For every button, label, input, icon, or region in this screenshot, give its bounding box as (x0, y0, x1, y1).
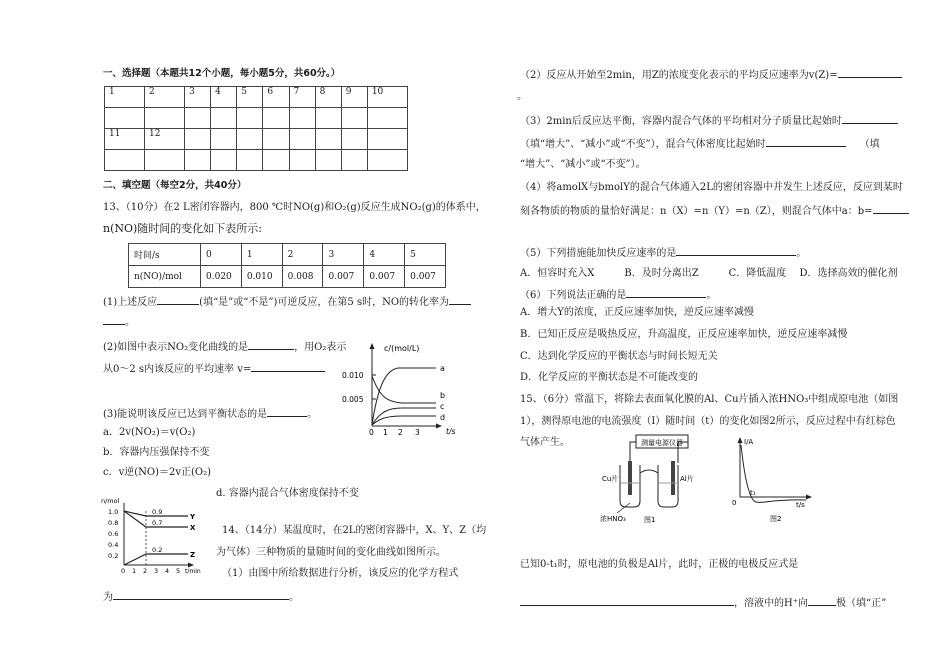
section2-heading: 二、填空题（每空2分，共40分） (103, 180, 247, 191)
q14-graph-xlabel: t/min (185, 568, 201, 575)
q13-p1c: 。 (125, 317, 135, 328)
q15-figure1-galvanic-cell (600, 433, 708, 525)
r3a: （3）2min后反应达平衡，容器内混合气体的平均相对分子质量比起始时 (520, 116, 842, 127)
q13-part1-cont (103, 314, 135, 329)
answer-cell-6: 6 (263, 87, 289, 108)
q13-p2c: 从0～2 s内该反应的平均速率 v= (103, 364, 252, 375)
q15-last-line2 (520, 595, 886, 610)
q14-blank-molar-mass[interactable] (842, 113, 898, 124)
q14-part3-line2 (520, 136, 880, 151)
q13-blank-reversible[interactable] (157, 294, 199, 305)
q14-graph-xtick-2: 2 (143, 567, 148, 575)
q14-graph-ytick-5: 0.2 (108, 552, 119, 560)
q13-graph-ytick-1: 0.010 (342, 371, 364, 380)
r5b: 。 (796, 248, 807, 259)
q14-value-07: 0.7 (152, 519, 163, 527)
q14-curve-z (124, 554, 188, 565)
q14-graph-ytick-1: 1.0 (108, 508, 119, 516)
q13-concentration-graph (338, 340, 460, 440)
q13-p3: (3)能说明该反应已达到平衡状态的是 (103, 409, 268, 420)
q15-last-line1: 已知0-t₁时，原电池的负极是Al片，此时，正极的电极反应式是 (520, 559, 799, 570)
q13-th-1: 0 (201, 244, 242, 266)
q14-graph-ytick-2: 0.8 (108, 519, 119, 527)
fig1-cu-label: Cu片 (602, 475, 619, 483)
q14-line2: 为气体）三种物质的量随时间的变化曲线如图所示。 (216, 547, 446, 558)
answer-grid (104, 86, 408, 171)
fig2-xlabel: t/s (796, 501, 805, 509)
r5-options: A．恒容时充入X B．及时分离出Z C．降低温度 D．选择高效的催化剂 (520, 268, 898, 279)
q13-p1b: (填“是”或“不是”)可逆反应，在第5 s时，NO的转化率为 (199, 297, 450, 308)
r3c: （填 (859, 139, 880, 150)
q13-option-c: c．v逆(NO)＝2v正(O₂) (103, 467, 212, 478)
q15-figure2-current-graph (728, 433, 820, 525)
q14-blank-speedup[interactable] (676, 245, 796, 256)
last2b: 极（填“正” (836, 598, 887, 609)
answer-cell-2: 2 (145, 87, 185, 108)
answer-cell-7: 7 (289, 87, 315, 108)
q14-label-y: Y (190, 513, 196, 521)
r6b: 。 (706, 290, 717, 301)
q14-part2 (520, 67, 902, 82)
q13-curve-b (372, 376, 436, 403)
answer-cell-4: 4 (211, 87, 237, 108)
fig2-t1: t₁ (750, 489, 756, 497)
r5a: （5）下列措施能加快反应速率的是 (520, 248, 677, 259)
q14-blank-ratio[interactable] (873, 203, 909, 214)
fig1-instrument-label: 测量电源仪器 (641, 439, 683, 447)
fig1-caption: 图1 (644, 516, 656, 524)
r2b: 。 (517, 91, 527, 102)
r4a: （4）将amolX与bmolY的混合气体通入2L的密闭容器中并发生上述反应，反应到某时 (520, 182, 903, 193)
answer-cell-8: 8 (315, 87, 341, 108)
q15-line1: 15、（6分）常温下，将除去表面氧化膜的Al、Cu片插入浓HNO₃中组成原电池（如图 (520, 394, 899, 405)
q14-line3: （1）由图中所给数据进行分析，该反应的化学方程式 (222, 568, 459, 579)
q13-blank-rate[interactable] (251, 361, 325, 372)
cu-electrode (628, 461, 632, 495)
q14-graph-xtick-5: 5 (176, 567, 181, 575)
q13-p3end: 。 (307, 409, 318, 420)
last2a: ，溶液中的H⁺向 (734, 598, 808, 609)
q13-part1 (103, 294, 471, 309)
q13-graph-xtick-1: 1 (383, 428, 388, 437)
q14-blank-density[interactable] (766, 136, 846, 147)
fig1-acid-label: 浓HNO₃ (600, 515, 626, 523)
r2a: （2）反应从开始至2min，用Z的浓度变化表示的平均反应速率为v(Z)= (520, 70, 838, 81)
q13-curve-label-d: d (440, 413, 446, 422)
q14-part3 (520, 113, 898, 128)
q14-part5 (520, 245, 806, 260)
q14-blank-correct[interactable] (626, 287, 706, 298)
r6-option-a: A．增大Y的浓度，正反应速率加快，逆反应速率减慢 (520, 307, 754, 318)
al-electrode (671, 461, 675, 495)
q13-td-4: 0.007 (323, 266, 364, 288)
q14-line1: 14、（14分）某温度时，在2L的密闭容器中，X、Y、Z（均 (222, 525, 487, 536)
fig2-ylabel: I/A (744, 438, 754, 446)
q13-curve-label-a: a (440, 364, 445, 373)
q13-td-0: n(NO)/mol (129, 266, 201, 288)
q15-line2: 1），测得原电池的电流强度（I）随时间（t）的变化如图2所示，反应过程中有红棕色 (520, 416, 896, 427)
q13-option-b: b．容器内压强保持不变 (103, 447, 210, 458)
q13-th-0: 时间/s (129, 244, 201, 266)
q13-th-6: 5 (405, 244, 446, 266)
q14-graph-xtick-1: 1 (132, 567, 137, 575)
answer-cell-3: 3 (185, 87, 211, 108)
q13-graph-xtick-2: 2 (398, 428, 403, 437)
q13-option-a: a．2v(NO₂)＝v(O₂) (103, 427, 196, 438)
fig2-origin: 0 (732, 499, 737, 507)
section1-heading: 一、选择题（本题共12个小题，每小题5分，共60分。） (103, 68, 341, 79)
r6-option-b: B．已知正反应是吸热反应，升高温度，正反应速率加快，逆反应速率减慢 (520, 329, 848, 340)
q14-label-z: Z (190, 551, 196, 559)
q14-moles-graph (100, 495, 212, 575)
answer-cell-11: 11 (105, 129, 145, 150)
r6a: （6）下列说法正确的是 (520, 290, 627, 301)
q14-blank-equation[interactable] (113, 589, 289, 600)
q14-line4b: 。 (289, 592, 299, 603)
q13-curve-label-b: b (440, 391, 446, 400)
q13-line2: n(NO)随时间的变化如下表所示: (103, 222, 263, 235)
q13-graph-ytick-2: 0.005 (342, 395, 364, 404)
q13-curve-label-c: c (440, 402, 445, 411)
r6-option-c: C．达到化学反应的平衡状态与时间长短无关 (520, 351, 718, 362)
answer-cell-12: 12 (145, 129, 185, 150)
q13-td-2: 0.010 (241, 266, 282, 288)
answer-cell-1: 1 (105, 87, 145, 108)
q13-td-3: 0.008 (282, 266, 323, 288)
q14-graph-xtick-0: 0 (121, 567, 126, 575)
q14-part6 (520, 287, 716, 302)
q13-td-5: 0.007 (364, 266, 405, 288)
q14-line4 (103, 589, 299, 604)
q14-value-09: 0.9 (152, 508, 163, 516)
q13-curve-d (372, 416, 436, 425)
answer-cell-9: 9 (341, 87, 367, 108)
answer-cell-10: 10 (367, 87, 407, 108)
q13-graph-xlabel: t/s (446, 427, 456, 436)
fig1-al-label: Al片 (680, 475, 694, 483)
r4b: 刻各物质的物质的量恰好满足：n（X）=n（Y）=n（Z），则混合气体中a：b= (520, 206, 873, 217)
q14-line4a: 为 (103, 592, 113, 603)
q14-graph-ytick-4: 0.4 (108, 541, 119, 549)
q13-th-5: 4 (364, 244, 405, 266)
q14-graph-ylabel: n/mol (101, 497, 120, 505)
q13-th-4: 3 (323, 244, 364, 266)
q13-p2a: (2)如图中表示NO₂变化曲线的是 (103, 342, 249, 353)
q13-blank-equilibrium[interactable] (267, 406, 307, 417)
answer-cell-5: 5 (237, 87, 263, 108)
q13-part2 (103, 339, 346, 354)
q14-graph-xtick-3: 3 (154, 567, 159, 575)
q13-graph-xtick-3: 3 (415, 428, 420, 437)
q13-blank-no2-curve[interactable] (248, 339, 294, 350)
q15-blank-electrode-reaction[interactable] (520, 595, 734, 606)
q13-th-2: 1 (241, 244, 282, 266)
q14-blank-vz[interactable] (838, 67, 902, 78)
q13-option-d: d. 容器内混合气体密度保持不变 (216, 488, 359, 499)
q13-blank-conversion[interactable] (449, 294, 471, 305)
q13-table (128, 243, 446, 288)
q13-p1a: (1)上述反应 (103, 297, 158, 308)
q13-th-3: 2 (282, 244, 323, 266)
q13-p2b: ，用O₂表示 (294, 342, 347, 353)
q13-td-6: 0.007 (405, 266, 446, 288)
q13-graph-xtick-0: 0 (369, 428, 374, 437)
q14-label-x: X (190, 524, 196, 532)
q14-value-02: 0.2 (152, 546, 163, 554)
fig2-caption: 图2 (770, 515, 782, 523)
q13-line1: 13、（10分）在2 L密闭容器内，800 ℃时NO(g)和O₂(g)反应生成NO₂(g)的体系中， (103, 202, 486, 213)
q15-line3: 气体产生。 (520, 437, 570, 448)
q13-td-1: 0.020 (201, 266, 242, 288)
q14-part4-line2 (520, 203, 909, 218)
q13-part3 (103, 406, 317, 421)
r3b: （填“增大”、“减小”或“不变”），混合气体密度比起始时 (520, 139, 766, 150)
q14-graph-ytick-3: 0.6 (108, 530, 119, 538)
q13-part2-rate (103, 361, 325, 376)
r3d: “增大”、“减小”或“不变”）。 (520, 159, 646, 170)
q15-blank-h-direction[interactable] (808, 595, 836, 606)
q14-graph-xtick-4: 4 (165, 567, 170, 575)
q13-blank-conversion-cont[interactable] (103, 314, 125, 325)
q13-graph-ylabel: c/(mol/L) (384, 344, 420, 353)
r6-option-d: D．化学反应的平衡状态是不可能改变的 (520, 372, 699, 383)
